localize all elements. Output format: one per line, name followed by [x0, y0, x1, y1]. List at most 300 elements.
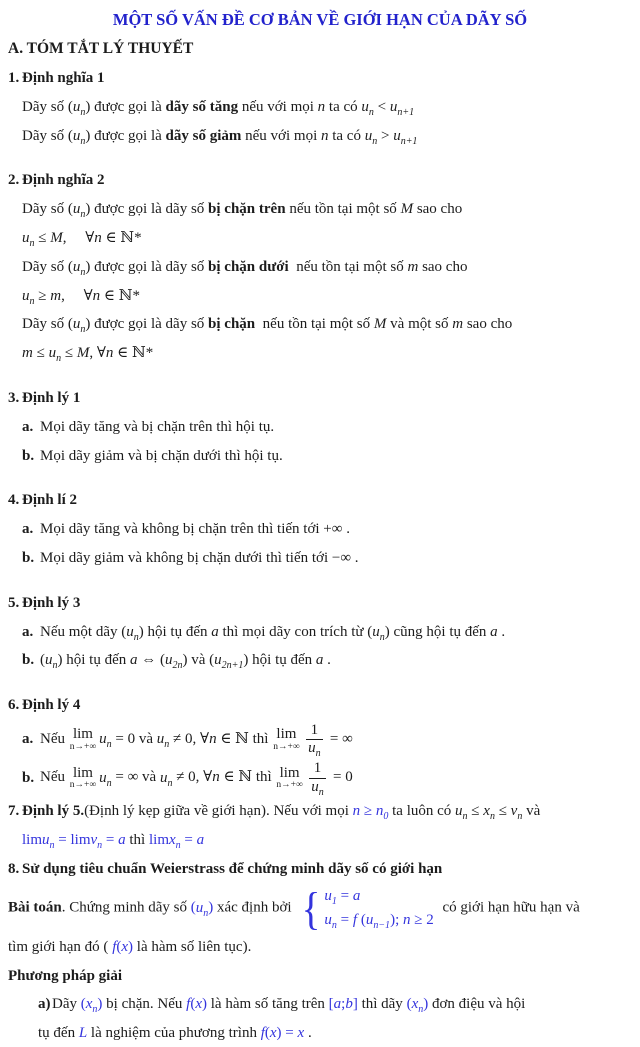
text-run: là nghiệm của phương trình	[87, 1025, 261, 1042]
text-run: =	[336, 888, 353, 905]
subscript: n	[52, 660, 58, 672]
subscript: n−1	[373, 919, 391, 931]
text-run: )	[57, 652, 63, 669]
text-run: bị chặn. Nếu	[102, 996, 187, 1013]
sub-item-label: b.	[22, 447, 35, 464]
text-run: là hàm số liên tục).	[133, 938, 252, 955]
text-run: (	[357, 911, 366, 928]
lim-underscript: n→+∞	[273, 741, 300, 752]
item-number: 6.	[8, 697, 20, 714]
subscript: n	[517, 810, 523, 822]
text-run: Mọi dãy giảm và không bị chặn dưới thì tiến tới −∞ .	[40, 549, 359, 566]
subscript: n+1	[400, 135, 418, 147]
math-run: a	[211, 623, 219, 640]
text-run: ∈ ℕ*	[100, 287, 140, 304]
item-body	[22, 488, 632, 514]
text-run: =	[281, 1025, 298, 1042]
text-run: được gọi là dãy số	[90, 316, 209, 333]
item-number: 7.	[8, 802, 20, 819]
fraction	[306, 722, 324, 758]
text-run: đơn điệu và hội	[428, 996, 526, 1013]
text-line	[8, 1021, 632, 1047]
text-run: là hàm số tăng trên	[207, 996, 329, 1013]
text-run: (	[67, 316, 73, 333]
math-run: f	[260, 1025, 265, 1042]
text-line	[8, 341, 632, 367]
text-run: 1	[313, 760, 322, 777]
subscript: n	[106, 739, 112, 751]
item-body	[22, 857, 632, 883]
sub-item-body	[40, 415, 632, 441]
math-run: M	[400, 201, 414, 218]
sub-item	[8, 760, 632, 796]
text-run: ≤	[467, 802, 484, 819]
math-run: $u_{n+1}$	[393, 127, 418, 147]
text-run: ≤	[61, 345, 77, 362]
math-run: $u_{n-1}$	[365, 911, 391, 931]
text-run: thì dãy	[357, 996, 407, 1013]
math-run: $u_{2n}$	[165, 652, 183, 672]
subscript: 1	[331, 896, 337, 908]
text-line	[8, 226, 632, 252]
sub-item	[8, 546, 632, 572]
text-run: (	[190, 996, 196, 1013]
math-run: $x_n$	[169, 831, 181, 851]
item-number: 2.	[8, 172, 20, 189]
text-run: và một số	[386, 316, 453, 333]
doc-body	[8, 66, 632, 1047]
text-run: (	[190, 900, 196, 917]
text-run: <	[373, 98, 390, 115]
math-run: $u_1$	[324, 888, 337, 908]
sub-item-body	[40, 648, 632, 674]
text-run: =	[54, 831, 71, 848]
item-title: Sử dụng tiêu chuẩn Weierstrass để chứng minh dãy số có giới hạn	[22, 860, 443, 877]
math-run: $u_n$	[22, 229, 35, 249]
math-run: $u_n$	[308, 740, 321, 760]
subscript: n	[372, 135, 378, 147]
math-run: L	[78, 1025, 88, 1042]
text-run: hội tụ đến	[248, 652, 316, 669]
sub-item	[8, 648, 632, 674]
item-title: Định nghĩa 1	[22, 70, 105, 86]
subscript: n	[29, 237, 35, 249]
text-run: )	[85, 201, 91, 218]
text-run: (	[67, 201, 73, 218]
math-run: n	[212, 769, 220, 786]
cases-column	[324, 885, 433, 932]
text-run: [	[328, 996, 334, 1013]
item-title: Định lý 4	[22, 697, 81, 714]
item-number: 8.	[8, 860, 20, 877]
paragraph	[8, 935, 632, 961]
paragraph	[8, 882, 632, 934]
text-run: Dãy số	[22, 201, 68, 218]
text-run: )	[128, 938, 134, 955]
text-run: Dãy số	[22, 98, 68, 115]
text-run: ≤	[32, 345, 49, 362]
sub-item-body	[40, 760, 632, 796]
text-run: có giới hạn hữu hạn và	[438, 900, 580, 917]
math-run: $u_n$	[372, 623, 385, 643]
text-run: Dãy số	[22, 316, 68, 333]
text-run: = ∞ và	[111, 769, 160, 786]
text-run: ≥	[34, 287, 51, 304]
math-run: n	[105, 345, 114, 362]
text-run: , ∀	[61, 287, 93, 304]
sub-item-label: b.	[22, 652, 35, 669]
fraction-denominator	[309, 779, 326, 796]
item-number: 4.	[8, 492, 20, 509]
text-line	[8, 124, 632, 150]
text-run: sao cho	[463, 316, 513, 333]
text-run: =	[336, 911, 353, 928]
math-run: M	[373, 316, 387, 333]
text-run: )	[182, 652, 188, 669]
math-run: x	[121, 938, 129, 955]
math-run: $v_n$	[510, 802, 523, 822]
math-run: f	[186, 996, 191, 1013]
sub-item-label: a)	[38, 996, 51, 1013]
math-run: $u_n$	[45, 652, 58, 672]
math-run: a	[130, 652, 138, 669]
sub-item-body	[40, 620, 632, 646]
lim-underscript: n→+∞	[69, 741, 97, 752]
text-run: (	[40, 652, 45, 669]
text-run: Bài toán	[8, 900, 62, 917]
text-run: )	[85, 98, 91, 115]
fraction	[309, 760, 327, 796]
text-run: ;	[341, 996, 346, 1013]
text-run: cũng hội tụ đến	[389, 623, 491, 640]
list-item	[8, 591, 632, 617]
text-run: Định lý 5.	[22, 802, 85, 819]
math-run: n	[92, 287, 101, 304]
math-run: $u_{n+1}$	[389, 98, 415, 118]
cases-line	[324, 909, 433, 932]
math-run: M	[76, 345, 90, 362]
lim-word: lim	[72, 726, 93, 743]
math-run: M	[50, 229, 63, 246]
text-run: ≠ 0, ∀	[172, 769, 213, 786]
subscript: n	[331, 919, 337, 931]
sub-item-label: b.	[22, 549, 35, 566]
subscript: n	[203, 908, 209, 920]
text-run: (	[121, 623, 127, 640]
text-run: ≤	[34, 229, 51, 246]
text-run: = ∞	[326, 731, 353, 748]
text-line	[8, 312, 632, 338]
cases-system	[300, 882, 434, 934]
math-run: a	[352, 888, 361, 905]
fraction-denominator	[306, 740, 323, 760]
sub-item-body	[40, 722, 632, 758]
text-run: và	[187, 652, 210, 669]
item-number: 1.	[8, 70, 20, 86]
math-run: m	[452, 316, 464, 333]
text-run: (	[67, 258, 73, 275]
sub-item-label: a.	[22, 623, 34, 640]
math-run: a	[118, 831, 126, 848]
limit-expression	[70, 766, 96, 791]
math-run: n	[317, 98, 326, 115]
subscript: n	[489, 810, 495, 822]
text-run: nếu tồn tại một số	[255, 316, 374, 333]
subscript: n	[106, 777, 112, 789]
item-body	[22, 168, 632, 194]
math-run: $u_n$	[156, 731, 170, 751]
text-run: Dãy	[52, 996, 81, 1013]
lim-word: lim	[279, 764, 300, 781]
math-run: a	[490, 623, 498, 640]
text-run: dãy số tăng	[165, 98, 239, 115]
subscript: n	[164, 739, 170, 751]
text-run: hội tụ đến	[62, 652, 130, 669]
text-run: được gọi là	[90, 127, 166, 144]
sub-item-body	[52, 992, 632, 1018]
subscript: n	[80, 135, 86, 147]
math-run: $u_n$	[42, 831, 55, 851]
text-line	[8, 284, 632, 310]
math-run: f	[352, 911, 358, 928]
math-run: f	[112, 938, 117, 955]
item-title: Định lí 2	[22, 492, 78, 509]
math-run: $u_n$	[195, 900, 209, 920]
subscript: n	[368, 106, 374, 118]
text-run: .	[323, 652, 331, 669]
math-run: $u_n$	[72, 98, 86, 118]
text-run: 1	[310, 721, 319, 738]
text-run: Mọi dãy tăng và bị chặn trên thì hội tụ.	[40, 418, 275, 435]
text-run: lim	[22, 831, 43, 848]
math-run: $x_n$	[411, 996, 424, 1016]
text-run: bị chặn trên	[208, 201, 286, 218]
text-run: (	[80, 996, 86, 1013]
item-title: Định lý 3	[22, 594, 81, 611]
subscript: n	[49, 839, 55, 851]
limit-expression	[276, 766, 302, 791]
text-run: (	[264, 1025, 270, 1042]
text-run: )	[85, 316, 91, 333]
subscript: n	[92, 1004, 98, 1016]
list-item	[8, 66, 632, 92]
math-run: $u_n$	[72, 201, 86, 221]
math-run: n	[352, 802, 361, 819]
text-run: Dãy số	[22, 127, 68, 144]
text-run: và	[522, 802, 541, 819]
text-run: .	[304, 1025, 312, 1042]
sub-item-body	[40, 517, 632, 543]
math-run: n	[209, 731, 217, 748]
math-run: b	[345, 996, 353, 1013]
math-run: x	[269, 1025, 277, 1042]
subscript: n	[379, 631, 385, 643]
math-run: $u_n$	[99, 731, 112, 751]
left-brace: {	[301, 882, 321, 934]
text-run: ;	[395, 911, 403, 928]
item-number: 3.	[8, 389, 20, 406]
text-line	[8, 197, 632, 223]
text-run: tìm giới hạn đó (	[8, 938, 113, 955]
lim-underscript: n→+∞	[276, 780, 303, 790]
sub-item	[8, 444, 632, 470]
list-item	[8, 693, 632, 719]
subscript: n	[315, 748, 321, 760]
text-run: bị chặn dưới	[208, 258, 289, 275]
subscript: n	[80, 106, 86, 118]
text-run: được gọi là dãy số	[90, 258, 209, 275]
text-run: ∈ ℕ thì	[216, 731, 273, 748]
text-run: hội tụ đến	[143, 623, 212, 640]
text-run: )	[243, 652, 249, 669]
text-run: )	[138, 623, 144, 640]
text-run: ta có	[328, 127, 365, 144]
math-run: $n_0$	[375, 802, 389, 822]
math-run: x	[195, 996, 202, 1013]
text-run: )	[390, 911, 396, 928]
fraction-numerator	[309, 760, 327, 778]
text-run: )	[85, 258, 91, 275]
math-run: $u_n$	[72, 258, 86, 278]
text-run: ta có	[325, 98, 362, 115]
item-body	[22, 66, 632, 92]
math-run: a	[333, 996, 342, 1013]
limit-expression	[70, 727, 96, 752]
math-run: $u_n$	[361, 98, 374, 118]
math-run: $v_n$	[90, 831, 103, 851]
text-run: ∈ ℕ*	[113, 345, 154, 362]
math-run: a	[196, 831, 205, 848]
subscript: n	[97, 839, 103, 851]
item-title: Định nghĩa 2	[22, 172, 105, 189]
text-run: )	[97, 996, 103, 1013]
text-line	[8, 95, 632, 121]
fraction-numerator	[306, 722, 324, 740]
math-run: x	[297, 1025, 305, 1042]
sub-item-label: a.	[22, 731, 34, 748]
text-run: thì	[125, 831, 149, 848]
math-run: $u_n$	[159, 769, 173, 789]
text-run: )	[423, 996, 429, 1013]
sub-item-label: a.	[22, 418, 34, 435]
subscript: 2n	[172, 660, 183, 672]
math-run: $u_n$	[311, 778, 324, 798]
text-run: (	[406, 996, 412, 1013]
doc-title: MỘT SỐ VẤN ĐỀ CƠ BẢN VỀ GIỚI HẠN CỦA DÃY SỐ	[112, 10, 528, 29]
math-run: a	[315, 652, 324, 669]
text-run: , ∀	[62, 229, 95, 246]
text-run: Mọi dãy tăng và không bị chặn trên thì tiến tới +∞ .	[40, 521, 350, 538]
lim-word: lim	[72, 764, 93, 781]
math-run: $u_n$	[48, 345, 62, 365]
math-run: $u_{2n+1}$	[214, 652, 244, 672]
list-item	[8, 799, 632, 825]
text-run: được gọi là dãy số	[90, 201, 209, 218]
sub-item	[8, 620, 632, 646]
math-run: $u_n$	[364, 127, 378, 147]
text-run: ⇔	[137, 652, 160, 669]
text-run: (Định lý kẹp giữa về giới hạn). Nếu với mọi	[84, 802, 353, 819]
text-run: (	[209, 652, 215, 669]
text-run: (	[116, 938, 122, 955]
text-run: (	[160, 652, 165, 669]
text-run: lim	[148, 831, 169, 848]
text-run: nếu tồn tại một số	[288, 258, 408, 275]
lim-underscript: n→+∞	[69, 780, 97, 790]
text-run: Phương pháp giải	[8, 967, 123, 984]
item-body	[22, 799, 632, 825]
text-run: nếu với mọi	[238, 98, 318, 115]
subscript: n+1	[397, 106, 415, 118]
text-run: (	[367, 623, 373, 640]
text-run: dãy số giảm	[165, 127, 242, 144]
subscript: n	[175, 839, 181, 851]
text-run: sao cho	[413, 201, 463, 218]
text-run: nếu với mọi	[241, 127, 321, 144]
text-run: ≥ 2	[410, 911, 434, 928]
text-run: Mọi dãy giảm và bị chặn dưới thì hội tụ.	[40, 447, 283, 464]
math-run: $u_n$	[22, 287, 35, 307]
item-title: Định lý 1	[22, 389, 81, 406]
item-body	[22, 693, 632, 719]
text-line	[8, 255, 632, 281]
list-item	[8, 488, 632, 514]
text-run: sao cho	[418, 258, 468, 275]
text-run: )	[208, 900, 214, 917]
item-number: 5.	[8, 594, 20, 611]
text-run: . Chứng minh dãy số	[61, 900, 191, 917]
subscript: n	[462, 810, 468, 822]
text-run: nếu tồn tại một số	[285, 201, 401, 218]
math-run: $u_n$	[455, 802, 468, 822]
text-run: )	[384, 623, 390, 640]
subscript: n	[56, 353, 62, 365]
text-run: Nếu	[40, 731, 69, 748]
text-run: xác định bởi	[213, 900, 296, 917]
text-run: được gọi là	[90, 98, 166, 115]
cases-line	[324, 885, 433, 908]
sub-item	[8, 722, 632, 758]
lim-word: lim	[276, 726, 297, 743]
math-run: $x_n$	[85, 996, 98, 1016]
text-run: ∈ ℕ*	[101, 229, 142, 246]
text-run: =	[180, 831, 197, 848]
list-item	[8, 857, 632, 883]
math-run: $u_n$	[72, 316, 86, 336]
text-run: ≥	[360, 802, 376, 819]
text-run: Dãy số	[22, 258, 68, 275]
text-run: Nếu một dãy	[40, 623, 122, 640]
math-run: $u_n$	[72, 127, 86, 147]
math-run: m	[407, 258, 419, 275]
math-run: $x_n$	[483, 802, 495, 822]
math-run: m	[22, 345, 33, 362]
item-body	[22, 386, 632, 412]
math-run: $u_n$	[126, 623, 139, 643]
text-run: ]	[352, 996, 358, 1013]
subscript: n	[80, 266, 86, 278]
text-run: , ∀	[89, 345, 106, 362]
math-run: n	[94, 229, 102, 246]
math-run: $u_n$	[324, 911, 337, 931]
list-item	[8, 168, 632, 194]
math-run: n	[402, 911, 411, 928]
subscript: 2n+1	[221, 660, 244, 672]
subscript: n	[29, 295, 35, 307]
text-run: lim	[70, 831, 91, 848]
text-run: Nếu	[40, 769, 69, 786]
text-run: (	[67, 98, 73, 115]
